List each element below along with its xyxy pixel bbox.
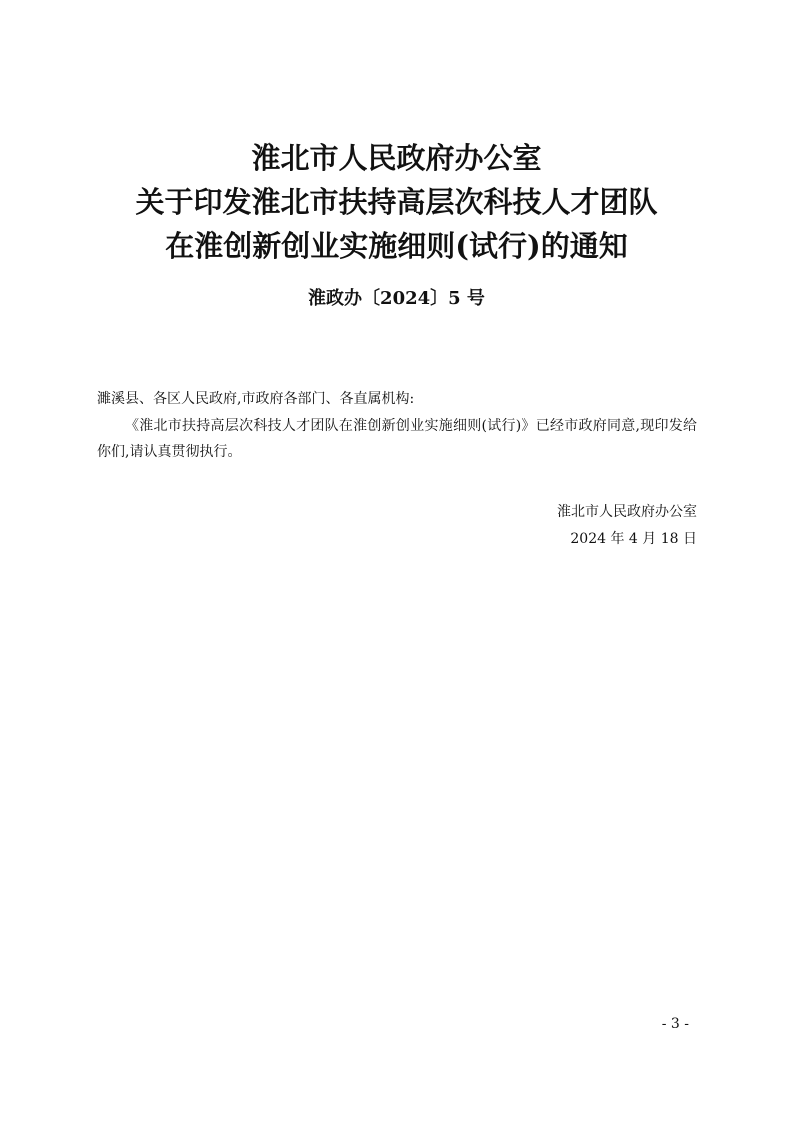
title-line-3: 在淮创新创业实施细则(试行)的通知 <box>165 229 628 263</box>
title-line-1: 淮北市人民政府办公室 <box>251 141 542 175</box>
signature-organization: 淮北市人民政府办公室 <box>557 504 697 520</box>
document-title <box>0 136 793 268</box>
body-paragraph: 《淮北市扶持高层次科技人才团队在淮创新创业实施细则(试行)》已经市政府同意,现印发给你们,请认真贯彻执行。 <box>97 418 697 460</box>
document-number: 淮政办〔2024〕5 号 <box>308 288 485 309</box>
salutation: 濉溪县、各区人民政府,市政府各部门、各直属机构: <box>97 391 415 407</box>
signature-date: 2024 年 4 月 18 日 <box>570 531 697 547</box>
title-line-2: 关于印发淮北市扶持高层次科技人才团队 <box>135 185 658 219</box>
page-number: - 3 - <box>661 1016 689 1032</box>
